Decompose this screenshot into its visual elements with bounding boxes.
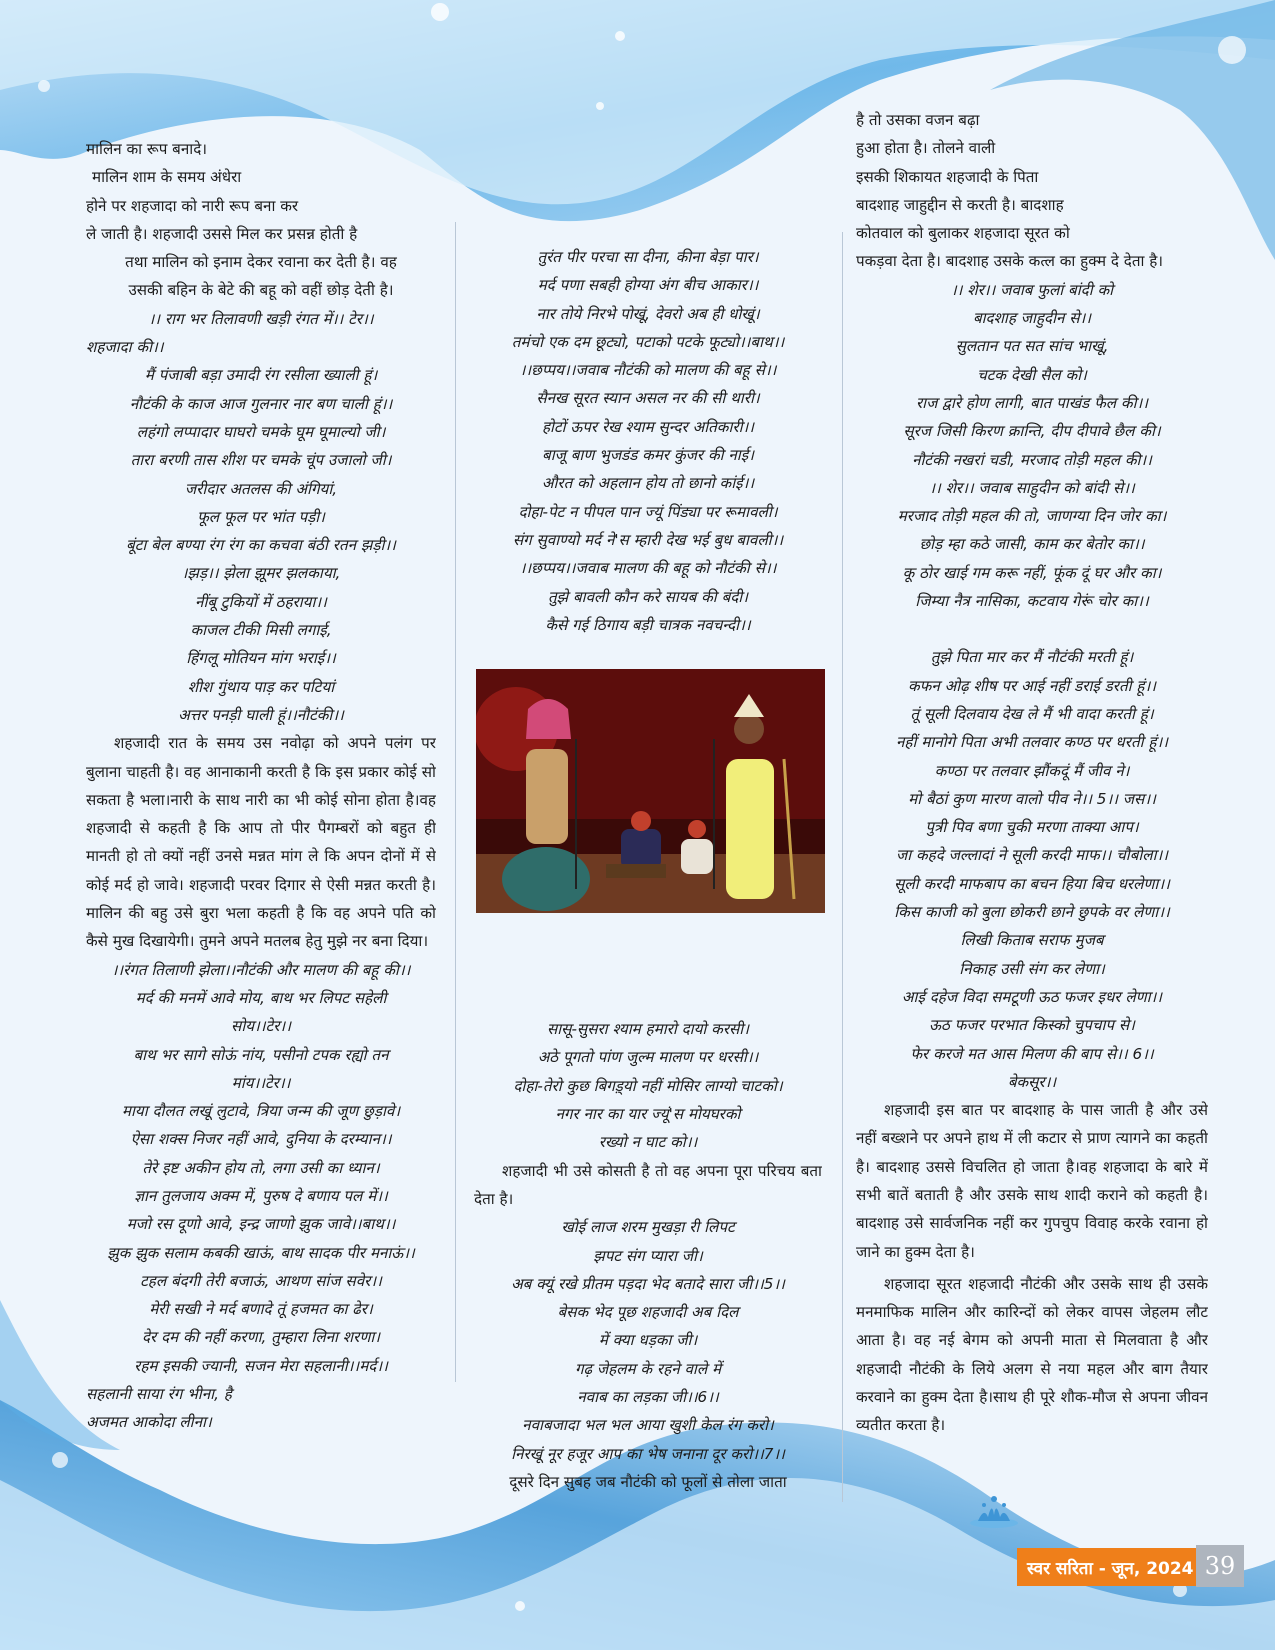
- verse-line: तूं सूली दिलवाय देख ले मैं भी वादा करती हूं।: [910, 704, 1154, 723]
- verse-line: मांय।।टेर।।: [231, 1073, 291, 1092]
- verse-line: दोहा-तेरो कुछ बिगड़्यो नहीं मोसिर लाग्यो चाटको।: [513, 1076, 783, 1095]
- verse-line: में क्या धड़का जी।: [598, 1331, 698, 1350]
- verse-line: झुक झुक सलाम कबकी खाऊं, बाथ सादक पीर मनाऊं।।: [107, 1243, 415, 1262]
- verse-line: काजल टीकी मिसी लगाई,: [190, 621, 332, 640]
- verse-line: बादशाह जाहुद्दीन से करती है। बादशाह: [856, 195, 1064, 214]
- verse-line: खोई लाज शरम मुखड़ा री लिपट: [561, 1218, 735, 1237]
- magazine-name: स्वर सरिता - जून, 2024: [1027, 1558, 1194, 1579]
- verse-line: माया दौलत लखूं लुटावे, त्रिया जन्म की जूण छुड़ावे।: [121, 1102, 401, 1121]
- verse-line: मरजाद तोड़ी महल की तो, जाणग्या दिन जोर का।: [897, 507, 1167, 526]
- verse-line: नींबू टुकियों में ठहराया।।: [195, 592, 327, 611]
- verse-line: मो बैठां कुण मारण वालो पीव ने।। 5।। जस।।: [908, 789, 1156, 808]
- verse-line: ।झड़।। झेला झूमर झलकाया,: [181, 564, 341, 583]
- col1-prose: [86, 729, 436, 955]
- verse-line: पकड़वा देता है। बादशाह उसके कत्ल का हुक्म दे देता है।: [856, 252, 1164, 271]
- verse-line: बाजू बाण भुजडंड कमर कुंजर की नाई।: [542, 446, 754, 465]
- verse-line: दोहा-पेट न पीपल पान ज्यूं पिंड्या पर रूमावली।: [518, 502, 778, 521]
- verse-line: जरीदार अतलस की अंगियां,: [184, 479, 338, 498]
- verse-line: मेरी सखी ने मर्द बणादे तूं हजमत का ढेर।: [149, 1300, 373, 1319]
- magazine-footer: [1017, 1548, 1201, 1586]
- verse-line: सैनख सूरत स्यान असल नर की सी थारी।: [536, 389, 760, 408]
- verse-line: शहजादा की।।: [86, 338, 164, 357]
- verse-line: निरखूं नूर हजूर आप का भेष जनाना दूर करो।।7।।: [511, 1444, 785, 1463]
- verse-line: ऊठ फजर परभात किस्को चुपचाप से।: [929, 1016, 1135, 1035]
- verse-line: कण्ठा पर तलवार झौंकदूं मैं जीव ने।: [934, 761, 1130, 780]
- verse-line: औरत को अहलान होय तो छानो कांई।।: [541, 474, 755, 493]
- verse-line: संग सुवाण्यो मर्द ने'स म्हारी देख भई बुध बावली।।: [512, 530, 784, 549]
- verse-line: बूंटा बेल बण्या रंग रंग का कचवा बंठी रतन झड़ी।।: [126, 536, 396, 555]
- verse-line: जा कहदे जल्लादां ने सूली करदी माफ।। चौबोला।।: [895, 846, 1169, 865]
- verse-line: उसकी बहिन के बेटे की बहू को वहीं छोड़ देती है।: [128, 281, 394, 300]
- verse-line: ।। शेर।। जवाब फुलां बांदी को: [950, 280, 1114, 299]
- verse-line: इसकी शिकायत शहजादी के पिता: [856, 167, 1039, 186]
- water-splash-icon: [968, 1493, 1020, 1529]
- verse-line: मर्द पणा सबही होग्या अंग बीच आकार।।: [537, 276, 759, 295]
- verse-line: रख्यो न घाट को।।: [598, 1133, 698, 1152]
- verse-line: ।।छप्पय।।जवाब मालण की बहू को नौटंकी से।।: [519, 559, 777, 578]
- verse-line: ।।छप्पय।।जवाब नौटंकी को मालण की बहू से।।: [519, 361, 777, 380]
- verse-line: अब क्यूं रखे प्रीतम पड़दा भेद बतादे सारा जी।।5।।: [511, 1274, 785, 1293]
- verse-line: मैं पंजाबी बड़ा उमादी रंग रसीला ख्याली हूं।: [144, 366, 378, 385]
- column-3: [856, 106, 1208, 1440]
- verse-line: फेर करजे मत आस मिलण की बाप से।। 6।।: [910, 1044, 1154, 1063]
- col2-paragraph: शहजादी भी उसे कोसती है तो वह अपना पूरा परिचय बता देता है।: [474, 1161, 822, 1208]
- col3-paragraph: शहजादा सूरत शहजादी नौटंकी और उसके साथ ही उसके मनमाफिक मालिन और कारिन्दों को लेकर वापस जेहलम लौट आता है। वह नई बेगम को अपनी माता से मिलवाता है और शहजादी नौटंकी के लिये अलग से नया महल और बाग तैयार करवाने का हुक्म देता है।साथ ही पूरे शौक-मौज से अपना जीवन व्यतीत करता है।: [856, 1274, 1208, 1435]
- verse-line: जिम्या नैत्र नासिका, कटवाय गेरूं चोर का।।: [915, 592, 1149, 611]
- verse-line: [856, 615, 1208, 643]
- verse-line: बादशाह जाहुदीन से।।: [972, 309, 1092, 328]
- verse-line: नौटंकी के काज आज गुलनार नार बण चाली हूं।।: [129, 394, 393, 413]
- verse-line: ले जाती है। शहजादी उससे मिल कर प्रसन्न होती है: [86, 224, 358, 243]
- verse-line: रहम इसकी ज्यानी, सजन मेरा सहलानी।।मर्द।।: [134, 1356, 388, 1375]
- verse-line: ।। राग भर तिलावणी खड़ी रंगत में।। टेर।।: [148, 309, 374, 328]
- verse-line: कोतवाल को बुलाकर शहजादा सूरत को: [856, 224, 1070, 243]
- col1-paragraph: शहजादी रात के समय उस नवोढ़ा को अपने पलंग पर बुलाना चाहती है। वह आनाकानी करती है कि इस प्रकार कोई सो सकता है भला।नारी के साथ नारी का भी कोई सोना होता है।वह शहजादी से कहती है कि आप तो पीर पैगम्बरों को बहुत ही मानती हो तो क्यों नहीं उनसे मन्नत मांग ले कि अपन दोनों में से कोई मर्द हो जावे। शहजादी परवर दिगार से ऐसी मन्नत करती है। मालिन की बहु उसे बुरा भला कहती है कि वह अपने पति को कैसे मुख दिखायेगी। तुमने अपने मतलब हेतु मुझे नर बना दिया।: [86, 734, 436, 951]
- verse-line: नौटंकी नखरां चडी, मरजाद तोड़ी महल की।।: [912, 450, 1152, 469]
- verse-line: चटक देखी सैल को।: [977, 365, 1087, 384]
- verse-line: तथा मालिन को इनाम देकर रवाना कर देती है। वह: [125, 253, 397, 272]
- col2-verses-b: [474, 1015, 822, 1156]
- verse-line: ज्ञान तुलजाय अक्म में, पुरुष दे बणाय पल में।।: [134, 1186, 388, 1205]
- col1-verses: [86, 135, 436, 729]
- verse-line: छोड़ म्हा कठे जासी, काम कर बेतोर का।।: [919, 535, 1145, 554]
- verse-line: दूसरे दिन सुबह जब नौटंकी को फूलों से तोला जाता: [509, 1472, 787, 1491]
- verse-line: फूल फूल पर भांत पड़ी।: [197, 507, 325, 526]
- verse-line: नगर नार का यार ज्यूं'स मोयघरको: [555, 1105, 741, 1124]
- verse-line: राज द्वारे होण लागी, बात पाखंड फैल की।।: [915, 393, 1149, 412]
- col3-paragraph: शहजादी इस बात पर बादशाह के पास जाती है और उसे नहीं बख्शने पर अपने हाथ में ली कटार से प्राण त्यागने का कहती है। बादशाह उससे विचलित हो जाता है।वह शहजादा के बारे में सभी बातें बताती है और उसके साथ शादी कराने को कहती है।बादशाह उसे सार्वजनिक नहीं कर गुपचुप विवाह करके रवाना हो जाने का हुक्म देता है।: [856, 1101, 1208, 1261]
- verse-line: हुआ होता है। तोलने वाली: [856, 139, 996, 158]
- verse-line: बाथ भर सागे सोऊं नांय, पसीनो टपक रह्यो तन: [133, 1045, 389, 1064]
- verse-line: तमंचो एक दम छूट्यो, पटाको पटके फूट्यो।।बाथ।।: [511, 332, 785, 351]
- verse-line: मजो रस दूणो आवे, इन्द्र जाणो झुक जावे।।बाथ।।: [126, 1215, 396, 1234]
- verse-line: आई दहेज विदा समटूणी ऊठ फजर इधर लेणा।।: [901, 987, 1163, 1006]
- column-1: [86, 135, 436, 1437]
- verse-line: सोय।।टेर।।: [231, 1017, 291, 1036]
- verse-line: तुरंत पीर परचा सा दीना, कीना बेड़ा पार।: [537, 248, 759, 266]
- verse-line: लहंगो लप्पादार घाघरो चमके घूम घूमाल्यो जी।: [136, 422, 386, 441]
- col3-verses: [856, 106, 1208, 1096]
- verse-line: सहलानी साया रंग भीना, है: [86, 1385, 232, 1404]
- verse-line: होने पर शहजादा को नारी रूप बना कर: [86, 196, 299, 215]
- column-divider-left: [455, 222, 456, 1382]
- verse-line: शीश गुंथाय पाड़ कर पटियां: [187, 677, 335, 696]
- verse-line: मर्द की मनमें आवे मोय, बाथ भर लिपट सहेली: [135, 988, 387, 1007]
- verse-line: तुझे बावली कौन करे सायब की बंदी।: [548, 587, 748, 606]
- verse-line: कू ठोर खाई गम करू नहीं, फूंक दूं घर और का।: [902, 563, 1162, 582]
- verse-line: निकाह उसी संग कर लेणा।: [959, 959, 1105, 978]
- verse-line: है तो उसका वजन बढ़ा: [856, 111, 980, 129]
- page-number: 39: [1196, 1545, 1244, 1587]
- verse-line: सूरज जिसी किरण क्रान्ति, दीप दीपावे छैल की।: [903, 422, 1161, 441]
- verse-line: किस काजी को बुला छोकरी छाने छुपके वर लेणा।।: [894, 903, 1170, 922]
- verse-line: टहल बंदगी तेरी बजाऊं, आथण सांज सवेर।।: [140, 1271, 382, 1290]
- verse-line: सासू-सुसरा श्याम हमारो दायो करसी।: [546, 1020, 749, 1039]
- verse-line: देर दम की नहीं करणा, तुम्हारा लिना शरणा।: [141, 1328, 381, 1347]
- verse-line: मालिन का रूप बनादे।: [86, 140, 208, 158]
- verse-line: सुलतान पत सत सांच भाखूं,: [955, 337, 1109, 356]
- verse-line: मालिन शाम के समय अंधेरा: [92, 168, 242, 187]
- verse-line: होटों ऊपर रेख श्याम सुन्दर अतिकारी।।: [541, 417, 755, 436]
- verse-line: नवाबजादा भल भल आया खुशी केल रंग करो।: [522, 1416, 774, 1435]
- col2-verses-c: [474, 1213, 822, 1496]
- col1-verses-b: [86, 956, 436, 1437]
- stage-performance-photo: [476, 669, 825, 913]
- verse-line: ऐसा शक्स निजर नहीं आवे, दुनिया के दरम्यान।।: [130, 1130, 392, 1149]
- verse-line: अजमत आकोदा लीना।: [86, 1413, 212, 1432]
- verse-line: सूली करदी माफबाप का बचन हिया बिच धरलेणा।।: [894, 874, 1170, 893]
- verse-line: ।। शेर।। जवाब साहुदीन को बांदी से।।: [929, 478, 1135, 497]
- verse-line: पुत्री पिव बणा चुकी मरणा ताक्या आप।: [925, 818, 1139, 837]
- verse-line: हिंगलू मोतियन मांग भराई।।: [186, 649, 336, 668]
- verse-line: बेकसूर।।: [1007, 1072, 1057, 1091]
- verse-line: गढ़ जेहलम के रहने वाले में: [574, 1359, 722, 1378]
- verse-line: कफन ओढ़ शीष पर आई नहीं डराई डरती हूं।।: [907, 676, 1157, 695]
- verse-line: अठे पूगतो पांण जुल्म मालण पर धरसी।।: [537, 1048, 759, 1067]
- verse-line: नवाब का लड़का जी।।6।।: [577, 1388, 719, 1407]
- verse-line: ।।रंगत तिलाणी झेला।।नौटंकी और मालण की बहू की।।: [111, 960, 411, 979]
- verse-line: नहीं मानोगे पिता अभी तलवार कण्ठ पर धरती हूं।।: [896, 733, 1168, 752]
- verse-line: तुझे पिता मार कर मैं नौटंकी मरती हूं।: [930, 648, 1134, 667]
- column-divider-right: [842, 232, 843, 1502]
- verse-line: नार तोये निरभे पोखूं, देवरो अब ही धोखूं।: [536, 304, 760, 323]
- verse-line: तेरे इष्ट अकीन होय तो, लगा उसी का ध्यान।: [142, 1158, 380, 1177]
- verse-line: झपट संग प्यारा जी।: [593, 1246, 703, 1265]
- verse-line: अत्तर पनड़ी घाली हूं।।नौटंकी।।: [178, 705, 344, 724]
- verse-line: लिखी किताब सराफ मुजब: [960, 931, 1104, 950]
- col3-prose: [856, 1096, 1208, 1440]
- verse-line: तारा बरणी तास शीश पर चमके चूंप उजालो जी।: [130, 451, 392, 470]
- col2-verses: [474, 243, 822, 639]
- verse-line: कैसे गई ठिगाय बड़ी चात्रक नवचन्दी।।: [545, 615, 751, 634]
- verse-line: बेसक भेद पूछ शहजादी अब दिल: [557, 1303, 739, 1322]
